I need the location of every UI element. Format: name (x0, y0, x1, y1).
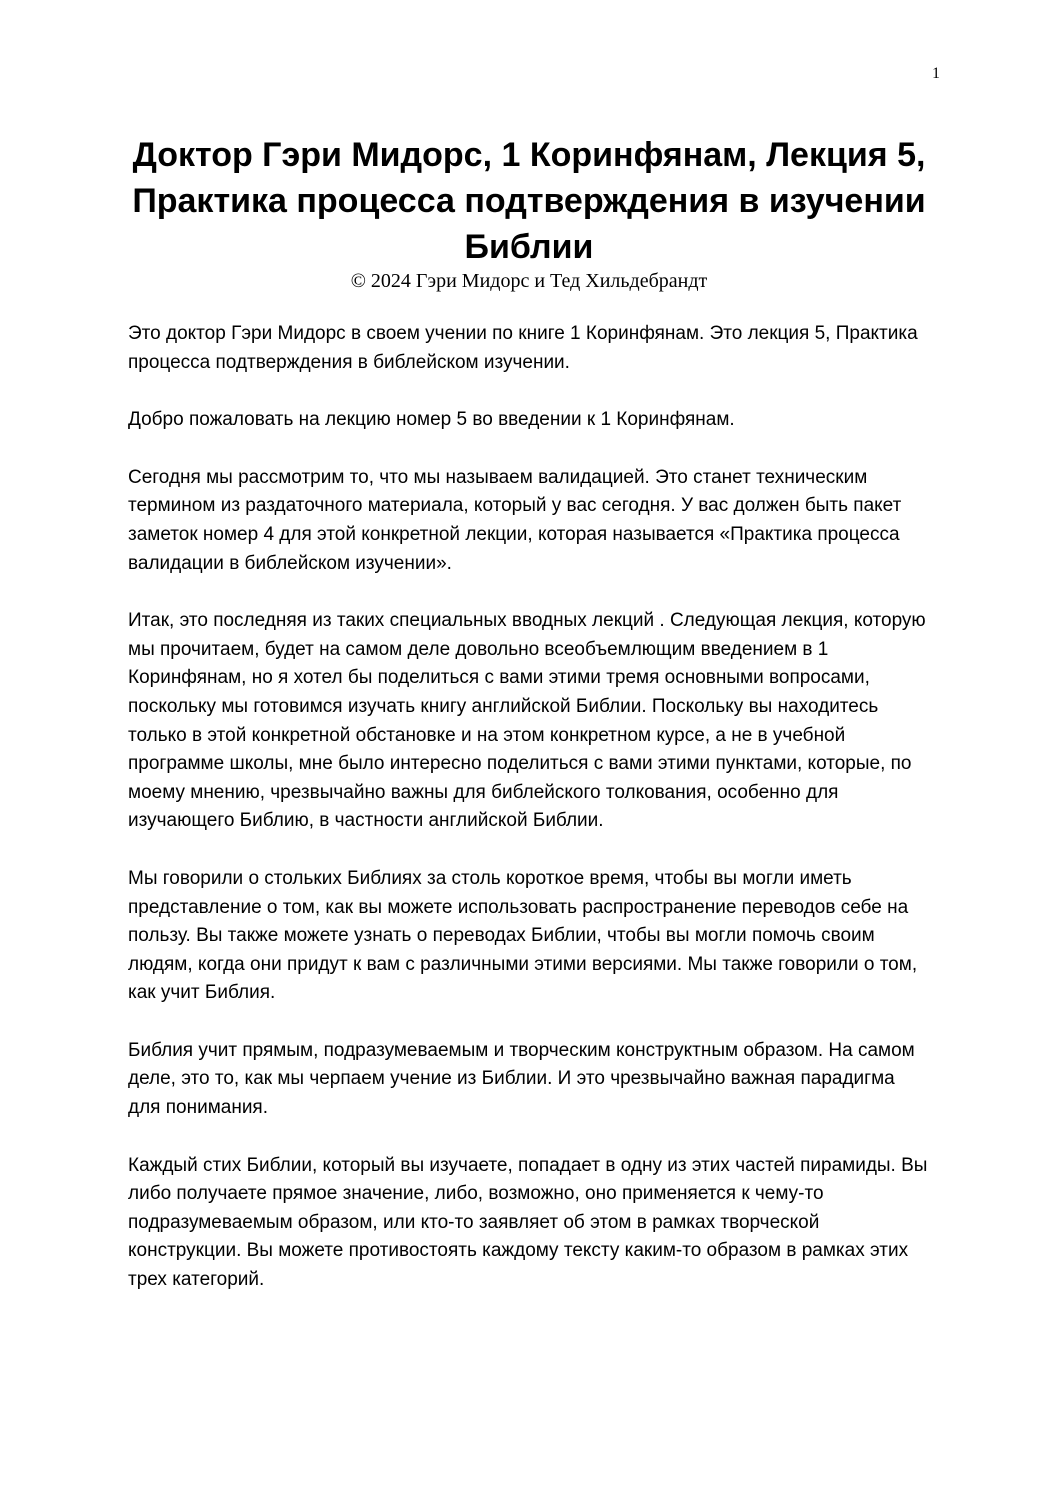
paragraph: Итак, это последняя из таких специальных вводных лекций . Следующая лекция, которую мы прочитаем, будет на самом деле довольно всеобъемлющим введением в 1 Коринфянам, но я хотел бы поделиться с вами этими тремя основными вопросами, поскольку мы готовимся изучать книгу английской Библии. Поскольку вы находитесь только в этой конкретной обстановке и на этом конкретном курсе, а не в учебной программе школы, мне было интересно поделиться с вами этими пунктами, которые, по моему мнению, чрезвычайно важны для библейского толкования, особенно для изучающего Библию, в частности английской Библии. (128, 610, 926, 832)
document-title: Доктор Гэри Мидорс, 1 Коринфянам, Лекция 5, Практика процесса подтверждения в изучении Библии (132, 136, 926, 266)
document-body (128, 320, 928, 1324)
copyright-line: © 2024 Гэри Мидорс и Тед Хильдебрандт (350, 270, 708, 292)
paragraph: Каждый стих Библии, который вы изучаете, попадает в одну из этих частей пирамиды. Вы либо получаете прямое значение, либо, возможно, оно применяется к чему-то подразумеваемым образом, или кто-то заявляет об этом в рамках творческой конструкции. Вы можете противостоять каждому тексту каким-то образом в рамках этих трех категорий. (128, 1154, 928, 1291)
page-number: 1 (932, 65, 940, 82)
paragraph: Мы говорили о стольких Библиях за столь короткое время, чтобы вы могли иметь представление о том, как вы можете использовать распространение переводов себе на пользу. Вы также можете узнать о переводах Библии, чтобы вы могли помочь своим людям, когда они придут к вам с различными этими версиями. Мы также говорили о том, как учит Библия. (128, 867, 918, 1004)
paragraph: Библия учит прямым, подразумеваемым и творческим конструктным образом. На самом деле, это то, как мы черпаем учение из Библии. И это чрезвычайно важная парадигма для понимания. (128, 1039, 915, 1119)
paragraph: Это доктор Гэри Мидорс в своем учении по книге 1 Коринфянам. Это лекция 5, Практика процесса подтверждения в библейском изучении. (128, 323, 918, 373)
paragraph: Сегодня мы рассмотрим то, что мы называем валидацией. Это станет техническим термином из раздаточного материала, который у вас сегодня. У вас должен быть пакет заметок номер 4 для этой конкретной лекции, которая называется «Практика процесса валидации в библейском изучении». (128, 466, 902, 574)
paragraph: Добро пожаловать на лекцию номер 5 во введении к 1 Коринфянам. (128, 409, 735, 431)
